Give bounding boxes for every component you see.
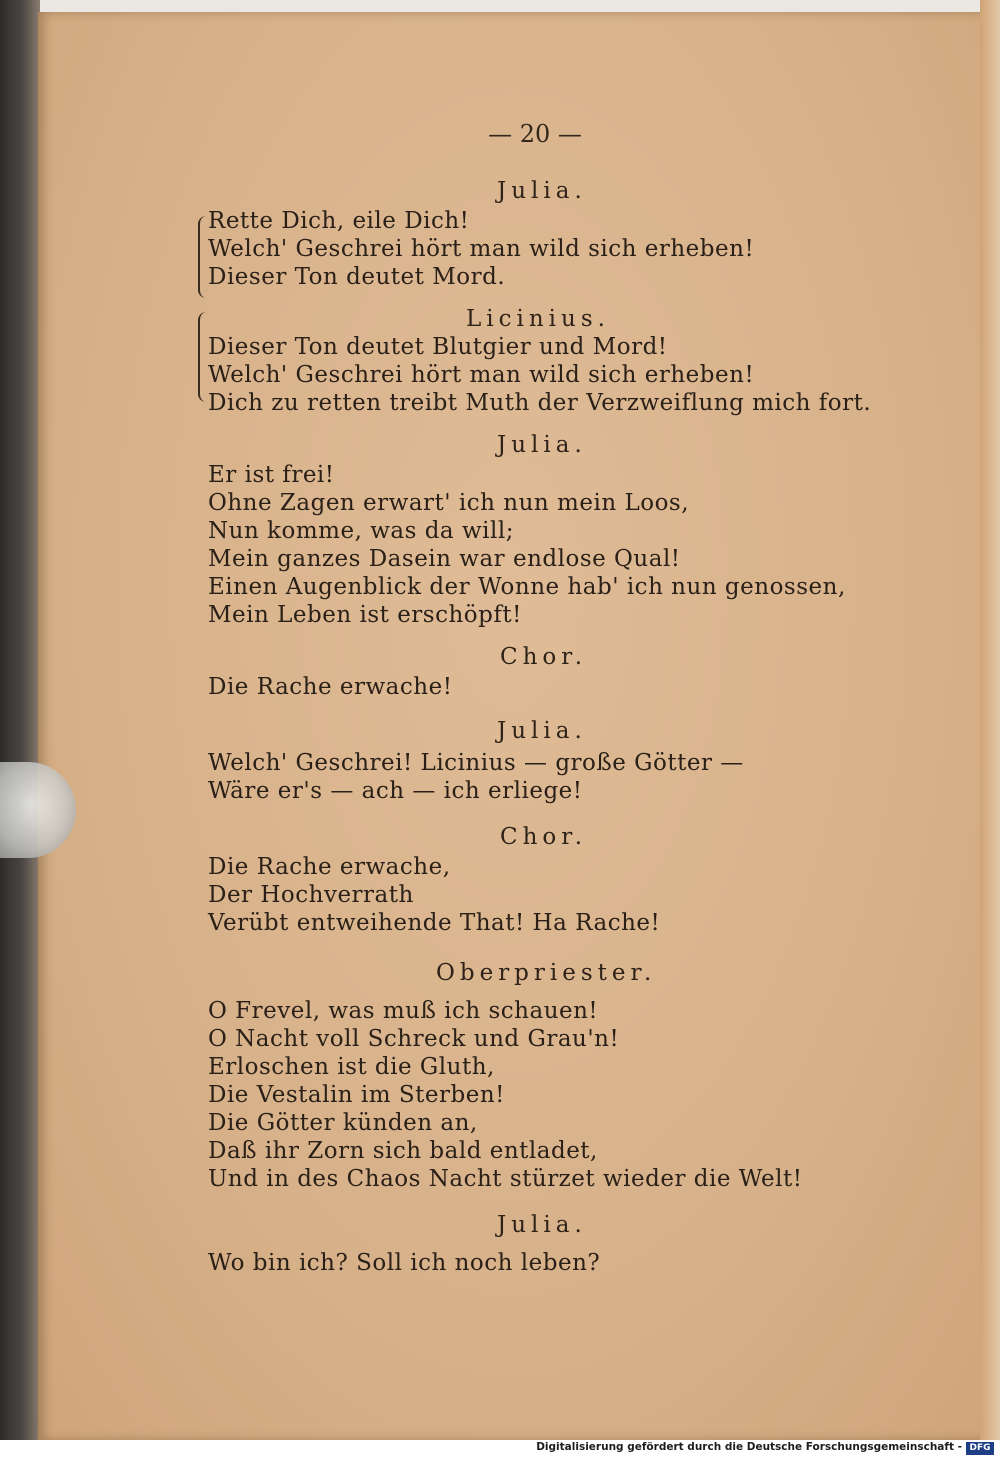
verse-line: Dieser Ton deutet Blutgier und Mord! — [208, 334, 668, 360]
verse-line: Wäre er's — ach — ich erliege! — [208, 778, 583, 804]
verse-line: Verübt entweihende That! Ha Rache! — [208, 910, 661, 936]
verse-line: Welch' Geschrei hört man wild sich erheben! — [208, 236, 755, 262]
verse-line: Rette Dich, eile Dich! — [208, 208, 470, 234]
verse-line: Einen Augenblick der Wonne hab' ich nun genossen, — [208, 574, 846, 600]
verse-line: Die Vestalin im Sterben! — [208, 1082, 505, 1108]
verse-line: Daß ihr Zorn sich bald entladet, — [208, 1138, 598, 1164]
verse-line: Wo bin ich? Soll ich noch leben? — [208, 1250, 601, 1276]
verse-line: O Nacht voll Schreck und Grau'n! — [208, 1026, 620, 1052]
verse-line: Dich zu retten treibt Muth der Verzweiflung mich fort. — [208, 390, 872, 416]
verse-line: Nun komme, was da will; — [208, 518, 514, 544]
speaker-name: Licinius. — [466, 306, 610, 332]
verse-line: Er ist frei! — [208, 462, 335, 488]
verse-line: Ohne Zagen erwart' ich nun mein Loos, — [208, 490, 690, 516]
speaker-name: Oberpriester. — [436, 960, 657, 986]
verse-line: Und in des Chaos Nacht stürzet wieder die Welt! — [208, 1166, 803, 1192]
verse-line: Mein Leben ist erschöpft! — [208, 602, 522, 628]
verse-line: Mein ganzes Dasein war endlose Qual! — [208, 546, 681, 572]
verse-line: Die Götter künden an, — [208, 1110, 478, 1136]
speaker-name: Chor. — [500, 644, 588, 670]
verse-line: Die Rache erwache, — [208, 854, 451, 880]
speaker-name: Julia. — [497, 432, 587, 458]
funding-credit: Digitalisierung gefördert durch die Deutsche Forschungsgemeinschaft - — [536, 1441, 962, 1453]
verse-line: Dieser Ton deutet Mord. — [208, 264, 506, 290]
speaker-name: Chor. — [500, 824, 588, 850]
page-number: — 20 — — [488, 120, 582, 148]
speaker-name: Julia. — [497, 178, 587, 204]
verse-line: Der Hochverrath — [208, 882, 414, 908]
verse-line: O Frevel, was muß ich schauen! — [208, 998, 599, 1024]
verse-line: Die Rache erwache! — [208, 674, 453, 700]
dfg-logo: DFG — [966, 1442, 994, 1455]
verse-line: Erloschen ist die Gluth, — [208, 1054, 495, 1080]
speaker-name: Julia. — [497, 1212, 587, 1238]
verse-line: Welch' Geschrei! Licinius — große Götter — — [208, 750, 744, 776]
speaker-name: Julia. — [497, 718, 587, 744]
verse-line: Welch' Geschrei hört man wild sich erheben! — [208, 362, 755, 388]
